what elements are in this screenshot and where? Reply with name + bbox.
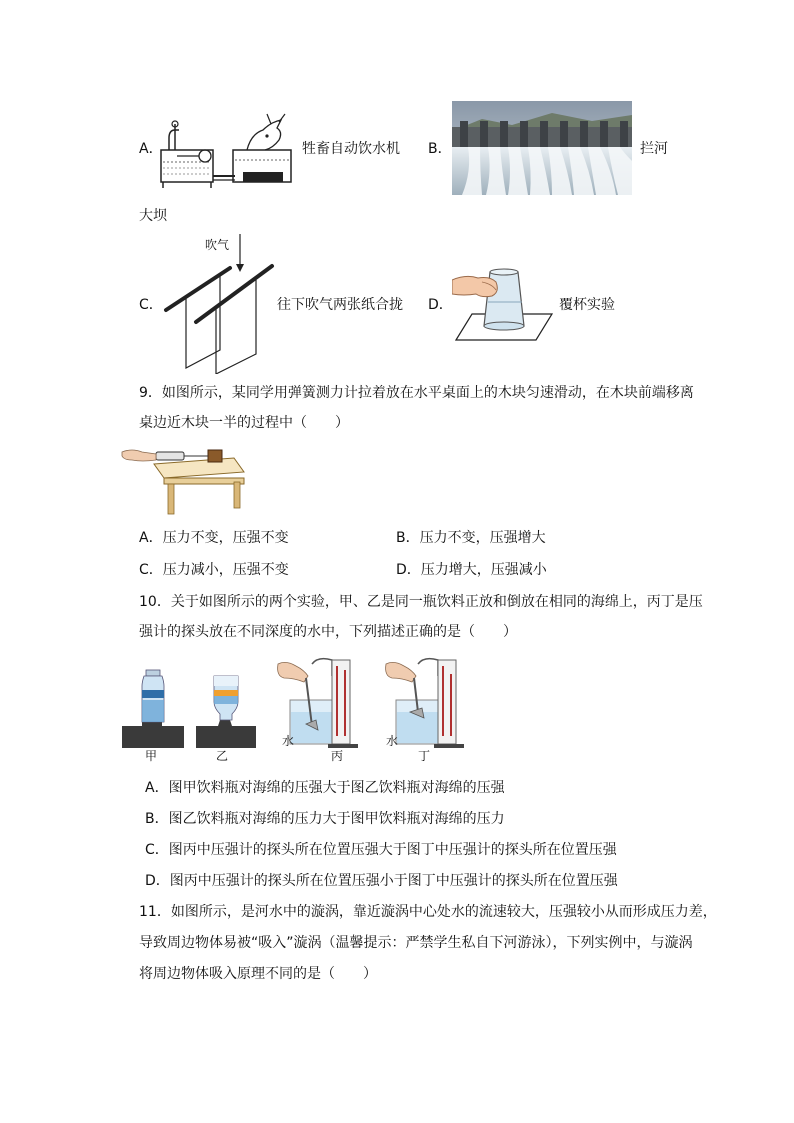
option-d-label: D．	[428, 297, 453, 313]
q10-option-d: D．图丙中压强计的探头所在位置压强小于图丁中压强计的探头所在位置压强	[145, 873, 618, 889]
q10-stem-line-1: 10．关于如图所示的两个实验，甲、乙是同一瓶饮料正放和倒放在相同的海绵上，丙丁是压	[139, 594, 703, 610]
figure-label-water-2: 水	[386, 734, 399, 748]
option-c-label: C．	[139, 297, 163, 313]
q10-option-b: B．图乙饮料瓶对海绵的压力大于图甲饮料瓶对海绵的压力	[145, 811, 505, 827]
figure-label-yi: 乙	[216, 749, 229, 763]
option-a-label: A．	[139, 141, 163, 157]
q9-option-b: B．压力不变，压强增大	[396, 530, 546, 546]
q9-option-c: C．压力减小，压强不变	[139, 562, 289, 578]
q10-option-c: C．图丙中压强计的探头所在位置压强大于图丁中压强计的探头所在位置压强	[145, 842, 617, 858]
figure-label-water-1: 水	[282, 734, 295, 748]
spring-scale-table-figure	[118, 444, 246, 516]
q9-stem-line-1: 9．如图所示，某同学用弹簧测力计拉着放在水平桌面上的木块匀速滑动，在木块前端移离	[139, 385, 694, 401]
figure-label-ding: 丁	[418, 749, 431, 763]
figure-label-jia: 甲	[145, 749, 158, 763]
q10-stem-line-2: 强计的探头放在不同深度的水中，下列描述正确的是（ ）	[139, 624, 517, 640]
option-b-text-1: 拦河	[640, 141, 668, 157]
option-d-text: 覆杯实验	[559, 297, 615, 313]
figure-label-bing: 丙	[331, 749, 344, 763]
livestock-waterer-figure	[155, 110, 297, 190]
option-c-text: 往下吹气两张纸合拢	[277, 297, 403, 313]
q9-option-a: A．压力不变，压强不变	[139, 530, 289, 546]
q10-option-a: A．图甲饮料瓶对海绵的压强大于图乙饮料瓶对海绵的压强	[145, 780, 505, 796]
q11-stem-line-2: 导致周边物体易被“吸入”漩涡（温馨提示：严禁学生私自下河游泳），下列实例中，与漩涡	[139, 935, 693, 951]
option-b-label: B．	[428, 141, 452, 157]
q9-stem-line-2: 桌边近木块一半的过程中（ ）	[139, 415, 349, 431]
q11-stem-line-3: 将周边物体吸入原理不同的是（ ）	[139, 966, 377, 982]
option-b-text-2: 大坝	[139, 208, 167, 224]
q9-option-d: D．压力增大，压强减小	[396, 562, 547, 578]
dam-photo	[452, 101, 632, 195]
q11-stem-line-1: 11．如图所示，是河水中的漩涡，靠近漩涡中心处水的流速较大，压强较小从而形成压力差，	[139, 904, 717, 920]
blow-air-label: 吹气	[205, 238, 230, 252]
inverted-cup-figure	[452, 262, 556, 344]
option-a-text: 牲畜自动饮水机	[302, 141, 400, 157]
